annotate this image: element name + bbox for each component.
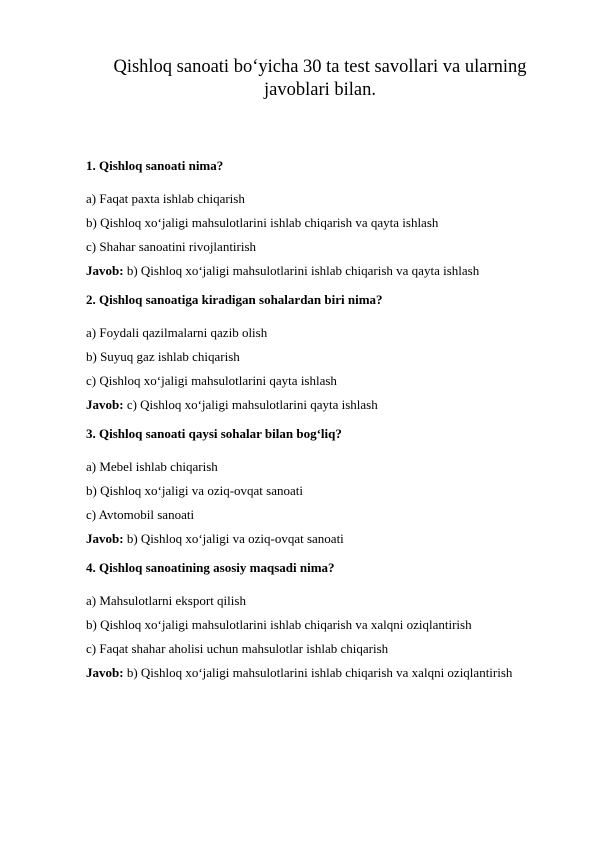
answer-text: b) Qishloq xo‘jaligi va oziq-ovqat sanoati: [123, 531, 344, 546]
answer-option: b) Qishloq xo‘jaligi mahsulotlarini ishlab chiqarish va qayta ishlash: [86, 215, 439, 230]
question-block: [86, 426, 566, 547]
answer-option: c) Shahar sanoatini rivojlantirish: [86, 239, 257, 254]
answer-label: Javob:: [86, 531, 124, 546]
answer-label: Javob:: [86, 263, 124, 278]
answer-option: b) Qishloq xo‘jaligi va oziq-ovqat sanoati: [86, 483, 303, 498]
answer-text: c) Qishloq xo‘jaligi mahsulotlarini qayta ishlash: [123, 397, 378, 412]
question-heading: 1. Qishloq sanoati nima?: [86, 158, 224, 173]
correct-answer: [86, 531, 566, 547]
question-list: [86, 158, 566, 694]
answer-option: b) Suyuq gaz ishlab chiqarish: [86, 349, 240, 364]
question-heading: 3. Qishloq sanoati qaysi sohalar bilan bog‘liq?: [86, 426, 342, 441]
correct-answer: [86, 397, 566, 413]
question-block: [86, 292, 566, 413]
question-heading: 4. Qishloq sanoatining asosiy maqsadi nima?: [86, 560, 335, 575]
answer-label: Javob:: [86, 665, 124, 680]
question-block: [86, 158, 566, 279]
document-title: Qishloq sanoati bo‘yicha 30 ta test savollari va ularning javoblari bilan.: [113, 57, 527, 100]
question-block: [86, 560, 566, 681]
answer-option: a) Foydali qazilmalarni qazib olish: [86, 325, 268, 340]
answer-option: c) Qishloq xo‘jaligi mahsulotlarini qayta ishlash: [86, 373, 337, 388]
answer-option: a) Mebel ishlab chiqarish: [86, 459, 218, 474]
answer-option: a) Mahsulotlarni eksport qilish: [86, 593, 246, 608]
correct-answer: [86, 263, 566, 279]
answer-text: b) Qishloq xo‘jaligi mahsulotlarini ishlab chiqarish va qayta ishlash: [123, 263, 480, 278]
answer-text: b) Qishloq xo‘jaligi mahsulotlarini ishlab chiqarish va xalqni oziqlantirish: [123, 665, 513, 680]
question-heading: 2. Qishloq sanoatiga kiradigan sohalardan biri nima?: [86, 292, 383, 307]
answer-label: Javob:: [86, 397, 124, 412]
answer-option: c) Avtomobil sanoati: [86, 507, 195, 522]
answer-option: c) Faqat shahar aholisi uchun mahsulotlar ishlab chiqarish: [86, 641, 389, 656]
answer-option: b) Qishloq xo‘jaligi mahsulotlarini ishlab chiqarish va xalqni oziqlantirish: [86, 617, 472, 632]
correct-answer: [86, 665, 566, 681]
answer-option: a) Faqat paxta ishlab chiqarish: [86, 191, 245, 206]
